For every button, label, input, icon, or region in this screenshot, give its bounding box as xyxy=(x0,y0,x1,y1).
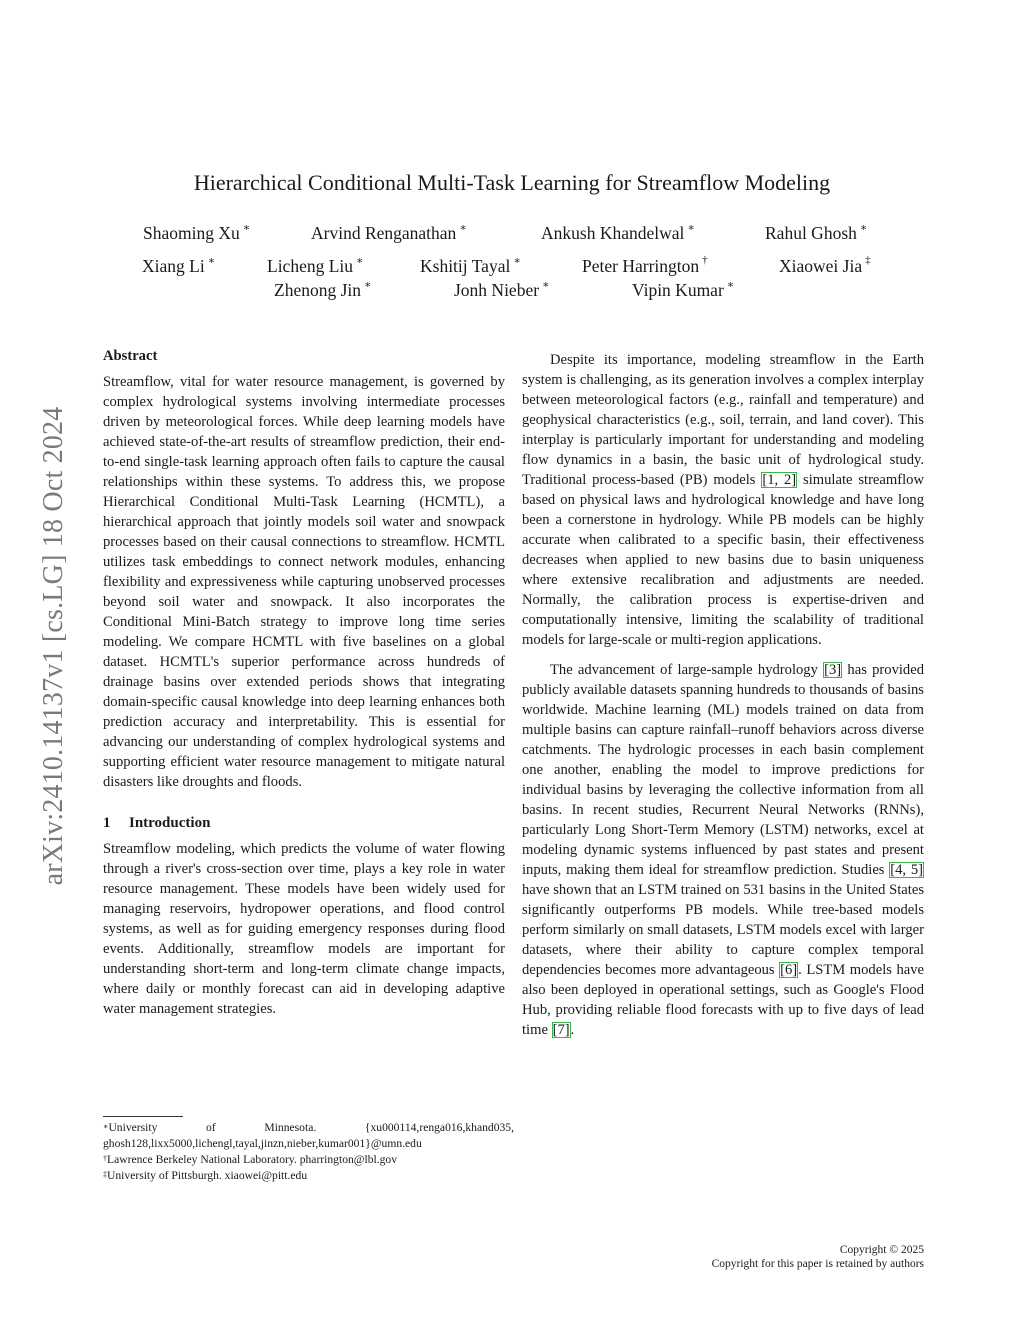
citation-link[interactable]: [1, 2] xyxy=(762,472,797,488)
intro-paragraph-1: Streamflow modeling, which predicts the volume of water flowing through a river's cross-section over time, plays a key role in water resource management. These models have been widely used for managing reservoirs, hydropower operations, and flood control systems, as well as for guiding emergency responses during flood events. Additionally, streamflow models are important for understanding short-term and long-term climate change impacts, where daily or monthly forecast can aid in developing adaptive water management strategies. xyxy=(103,841,505,1017)
author: Rahul Ghosh ∗ xyxy=(765,222,868,243)
section-number: 1 xyxy=(103,815,111,831)
paper-title: Hierarchical Conditional Multi-Task Learning for Streamflow Modeling xyxy=(193,170,831,195)
citation-link[interactable]: [3] xyxy=(824,662,842,678)
intro-paragraph-3: The advancement of large-sample hydrology [3] has provided publicly available datasets spanning hundreds to thousands of basins worldwide. Machine learning (ML) models trained on data from multiple basins can capture rainfall–runoff behaviors across diverse catchments. The hydrologic processes in each basin complement one another, enabling the model to improve predictions for individual basins by leveraging the collective information from all basins. In recent studies, Recurrent Neural Networks (RNNs), particularly Long Short-Term Memory (LSTM) networks, excel at modeling dynamic systems influenced by past states and present inputs, making them ideal for streamflow prediction. Studies [4, 5] have shown that an LSTM trained on 531 basins in the United States significantly outperforms PB models. While tree-based models perform similarly on small datasets, LSTM models excel with larger datasets, where their ability to capture complex temporal dependencies becomes more advantageous [6]. LSTM models have also been deployed in operational settings, such as Google's Flood Hub, providing reliable flood forecasts with up to five days of lead time [7]. xyxy=(522,662,924,1038)
copyright-line: Copyright © 2025 xyxy=(839,1244,924,1256)
section-title: Introduction xyxy=(129,815,211,831)
copyright-notice xyxy=(712,1243,924,1271)
section-heading-introduction xyxy=(103,813,505,833)
footnotes xyxy=(103,1120,514,1184)
citation-link[interactable]: [6] xyxy=(780,962,798,978)
author: Licheng Liu ∗ xyxy=(267,255,364,276)
footnote-rule xyxy=(103,1116,183,1117)
abstract-text: Streamflow, vital for water resource management, is governed by complex hydrological systems involving intermediate processes driven by meteorological forces. While deep learning models have achieved state-of-the-art results of streamflow prediction, their end-to-end single-task learning approach often fails to capture the causal relationships within these systems. To address this, we propose Hierarchical Conditional Multi-Task Learning (HCMTL), a hierarchical approach that jointly models soil water and snowpack processes based on their causal connections to streamflow. HCMTL utilizes task embeddings to connect network modules, enhancing flexibility and expressiveness while capturing unobserved processes beyond soil water and snowpack. It also incorporates the Conditional Mini-Batch strategy to improve long time series modeling. We compare HCMTL with five baselines on a global dataset. HCMTL's superior performance across hundreds of drainage basins over extended periods shows that integrating domain-specific causal knowledge into deep learning enhances both prediction accuracy and interpretability. This is essential for advancing our understanding of complex hydrological systems and supporting efficient water resource management to mitigate natural disasters like droughts and floods. xyxy=(103,374,505,790)
author: Peter Harrington † xyxy=(582,254,708,276)
author: Arvind Renganathan ∗ xyxy=(311,222,467,243)
author: Vipin Kumar ∗ xyxy=(632,279,735,300)
author: Shaoming Xu ∗ xyxy=(143,222,251,243)
author: Jonh Nieber ∗ xyxy=(454,279,550,300)
citation-link[interactable]: [4, 5] xyxy=(890,862,923,878)
author: Zhenong Jin ∗ xyxy=(274,279,372,300)
author: Kshitij Tayal ∗ xyxy=(420,255,521,276)
arxiv-side-stamp: arXiv:2410.14137v1 [cs.LG] 18 Oct 2024 xyxy=(38,406,69,886)
footnote-3: ‡University of Pittsburgh. xiaowei@pitt.edu xyxy=(103,1169,308,1182)
author: Xiaowei Jia ‡ xyxy=(779,254,871,276)
author: Ankush Khandelwal ∗ xyxy=(541,222,695,243)
author: Xiang Li ∗ xyxy=(142,255,216,276)
abstract-heading: Abstract xyxy=(103,348,158,364)
copyright-line: Copyright for this paper is retained by authors xyxy=(711,1258,924,1270)
left-column xyxy=(103,346,505,1019)
footnote-1: ∗University of Minnesota. {xu000114,renga016,khand035, ghosh128,lixx5000,lichengl,tayal,jinzn,nieber,kumar001}@umn.edu xyxy=(103,1121,514,1150)
footnote-2: †Lawrence Berkeley National Laboratory. pharrington@lbl.gov xyxy=(103,1153,398,1166)
citation-link[interactable]: [7] xyxy=(552,1022,570,1038)
intro-paragraph-2: Despite its importance, modeling streamflow in the Earth system is challenging, as its generation involves a complex interplay between meteorological factors (e.g., rainfall and temperature) and geophysical characteristics (e.g., soil, terrain, and land cover). This interplay is particularly important for understanding and modeling flow dynamics in a basin, the basic unit of hydrological study. Traditional process-based (PB) models [1, 2] simulate streamflow based on physical laws and hydrological knowledge and have long been a cornerstone in hydrology. While PB models can be highly accurate when calibrated to a specific basin, their effectiveness decreases when applied to new basins due to basin uniqueness where extensive recalibration and adjustments are needed. Normally, the calibration process is expertise-driven and computationally intensive, limiting the scalability of traditional models for large-scale or multi-region applications. xyxy=(522,352,924,648)
right-column xyxy=(522,346,924,1040)
